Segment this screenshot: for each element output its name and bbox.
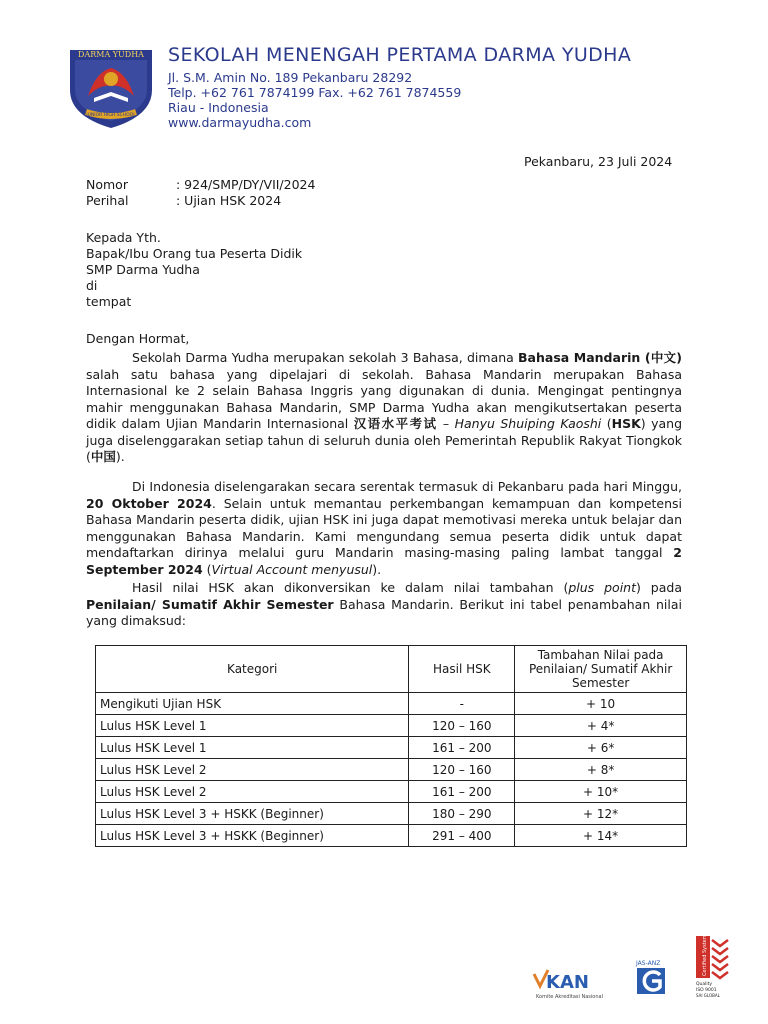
header-tambahan-nilai: Tambahan Nilai pada Penilaian/ Sumatif Akhir Semester (515, 646, 687, 693)
iso-certified-badge (694, 934, 734, 998)
recipient-line: Bapak/Ibu Orang tua Peserta Didik (86, 246, 303, 261)
cell-kategori: Lulus HSK Level 2 (96, 781, 409, 803)
paragraph-schedule: Di Indonesia diselengarakan secara serentak termasuk di Pekanbaru pada hari Minggu, 20 Oktober 2024. Selain untuk memantau perkembangan kemampuan dan kompetensi Bahasa Mandarin peserta didik, ujian HSK ini juga dapat memotivasi mereka untuk belajar dan menggunakan Bahasa Mandarin. Kami mengundang semua peserta didik untuk dapat mendaftarkan dirinya melalui guru Mandarin masing-masing paling lambat tanggal 2 September 2024 (Virtual Account menyusul). (86, 479, 683, 577)
svg-text:KAN: KAN (546, 972, 589, 993)
cell-tambahan: + 10 (515, 693, 687, 715)
svg-text:JUNIOR HIGH SCHOOL: JUNIOR HIGH SCHOOL (86, 113, 136, 118)
cell-hasil: 120 – 160 (409, 759, 515, 781)
table-row (96, 693, 687, 715)
table-row (96, 737, 687, 759)
perihal-label: Perihal (86, 193, 129, 208)
cell-kategori: Lulus HSK Level 3 + HSKK (Beginner) (96, 803, 409, 825)
table-row (96, 715, 687, 737)
score-table (95, 645, 687, 847)
svg-text:Komite Akreditasi Nasional: Komite Akreditasi Nasional (536, 994, 603, 1000)
table-header-row (96, 646, 687, 693)
recipient-line: di (86, 278, 98, 293)
school-website[interactable]: www.darmayudha.com (168, 115, 312, 130)
recipient-line: SMP Darma Yudha (86, 262, 200, 277)
cell-tambahan: + 14* (515, 825, 687, 847)
paragraph-conversion: Hasil nilai HSK akan dikonversikan ke dalam nilai tambahan (plus point) pada Penilaian/ Sumatif Akhir Semester Bahasa Mandarin. Berikut ini tabel penambahan nilai yang dimaksud: (86, 580, 683, 628)
jas-anz-logo (634, 958, 670, 998)
kan-logo (532, 964, 616, 1002)
svg-text:Certified System: Certified System (702, 934, 708, 976)
svg-text:JAS-ANZ: JAS-ANZ (636, 960, 661, 967)
table-row (96, 803, 687, 825)
nomor-label: Nomor (86, 177, 128, 192)
svg-text:Quality: Quality (696, 982, 713, 987)
cell-kategori: Mengikuti Ujian HSK (96, 693, 409, 715)
recipient-line: tempat (86, 294, 132, 309)
table-row (96, 825, 687, 847)
cell-kategori: Lulus HSK Level 1 (96, 715, 409, 737)
school-phone: Telp. +62 761 7874199 Fax. +62 761 7874559 (168, 85, 462, 100)
school-name: SEKOLAH MENENGAH PERTAMA DARMA YUDHA (168, 44, 632, 66)
cell-hasil: 291 – 400 (409, 825, 515, 847)
svg-text:DARMA YUDHA: DARMA YUDHA (78, 50, 144, 59)
school-region: Riau - Indonesia (168, 100, 269, 115)
cell-tambahan: + 4* (515, 715, 687, 737)
header-kategori: Kategori (96, 646, 409, 693)
header-hasil-hsk: Hasil HSK (409, 646, 515, 693)
cell-hasil: 161 – 200 (409, 737, 515, 759)
cell-kategori: Lulus HSK Level 3 + HSKK (Beginner) (96, 825, 409, 847)
school-address: Jl. S.M. Amin No. 189 Pekanbaru 28292 (168, 70, 413, 85)
cell-hasil: 180 – 290 (409, 803, 515, 825)
cell-tambahan: + 6* (515, 737, 687, 759)
cell-tambahan: + 8* (515, 759, 687, 781)
paragraph-intro: Sekolah Darma Yudha merupakan sekolah 3 Bahasa, dimana Bahasa Mandarin (中文) salah satu bahasa yang dipelajari di sekolah. Bahasa Mandarin merupakan Bahasa Internasional ke 2 selain Bahasa Inggris yang digunakan di dunia. Mengingat pentingnya mahir menggunakan Bahasa Mandarin, SMP Darma Yudha akan mengikutsertakan peserta didik dalam Ujian Mandarin Internasional 汉语水平考试 – Hanyu Shuiping Kaoshi (HSK) yang juga diselenggarakan setiap tahun di seluruh dunia oleh Pemerintah Republik Rakyat Tiongkok (中国). (86, 350, 683, 464)
svg-text:ISO 9001: ISO 9001 (696, 988, 717, 993)
table-row (96, 759, 687, 781)
nomor-value: : 924/SMP/DY/VII/2024 (176, 177, 316, 192)
cell-hasil: 161 – 200 (409, 781, 515, 803)
recipient-line: Kepada Yth. (86, 230, 161, 245)
svg-text:SAI GLOBAL: SAI GLOBAL (696, 993, 720, 998)
greeting: Dengan Hormat, (86, 331, 190, 346)
cell-tambahan: + 12* (515, 803, 687, 825)
cell-hasil: - (409, 693, 515, 715)
place-date: Pekanbaru, 23 Juli 2024 (524, 154, 673, 169)
cell-tambahan: + 10* (515, 781, 687, 803)
cell-hasil: 120 – 160 (409, 715, 515, 737)
perihal-value: : Ujian HSK 2024 (176, 193, 282, 208)
table-row (96, 781, 687, 803)
cell-kategori: Lulus HSK Level 2 (96, 759, 409, 781)
school-logo (66, 46, 156, 130)
cell-kategori: Lulus HSK Level 1 (96, 737, 409, 759)
